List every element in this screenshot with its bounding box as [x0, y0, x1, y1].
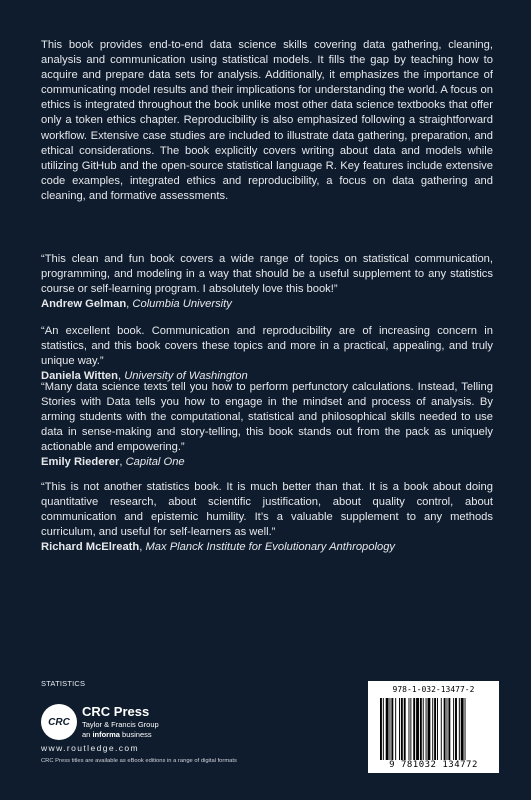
barcode-bar [448, 698, 450, 760]
subject-category: STATISTICS [41, 679, 86, 688]
barcode-bar [465, 698, 466, 760]
business-suffix: business [119, 730, 152, 739]
barcode-bar [426, 698, 427, 760]
reviewer-name: Emily Riederer [41, 456, 120, 469]
barcode-bar [416, 698, 419, 760]
barcode-bar [437, 698, 438, 760]
ebook-availability-note: CRC Press titles are available as eBook editions in a range of digital formats [41, 758, 237, 764]
publisher-website: www.routledge.com [41, 743, 139, 753]
review-mcelreath [41, 480, 493, 555]
barcode-bar [399, 698, 400, 760]
barcode-bar [383, 698, 384, 760]
barcode-bar [459, 698, 460, 760]
barcode-bar [441, 698, 442, 760]
reviewer-affiliation: Max Planck Institute for Evolutionary Anthropology [145, 541, 396, 554]
publisher-block [82, 705, 159, 740]
crc-press-logo [41, 704, 77, 740]
barcode-bar [395, 698, 396, 760]
barcode-bar [455, 698, 457, 760]
reviewer-name: Richard McElreath [41, 541, 140, 554]
review-gelman [41, 252, 493, 312]
reviewer-name: Andrew Gelman [41, 298, 127, 311]
reviewer-affiliation: Capital One [125, 456, 185, 469]
reviewer-affiliation: Columbia University [132, 298, 232, 311]
barcode-bar [444, 698, 446, 760]
business-prefix: an [82, 730, 93, 739]
crc-logo-text: CRC [48, 716, 70, 728]
review-attribution: Emily Riederer, Capital One [41, 456, 185, 469]
barcode-bar [380, 698, 382, 760]
barcode-bar [428, 698, 431, 760]
barcode-bar [386, 698, 389, 760]
barcode-bar [413, 698, 415, 760]
review-riederer [41, 380, 493, 471]
book-description: This book provides end-to-end data science skills covering data gathering, cleaning, analysis and communication using statistical models. It fills the gap by teaching how to acquire and prepare data sets for analysis. Additionally, it emphasizes the importance of communicating model results and their implications for understanding the world. A focus on ethics is integrated throughout the book unlike most other data science textbooks that offer only a token ethics chapter. Reproducibility is also emphasized following a straightforward workflow. Extensive case studies are included to illustrate data gathering, preparation, and ethical considerations. The book explicitly covers writing about data and models while utilizing GitHub and the open-source statistical language R. Key features include extensive code examples, integrated ethics and reproducibility, a focus on data gathering and cleaning, and formative assessments. [41, 39, 493, 202]
barcode-bar [404, 698, 406, 760]
isbn-number: 978-1-032-13477-2 [392, 685, 475, 694]
barcode-bar [391, 698, 393, 760]
review-quote: “This is not another statistics book. It is much better than that. It is a book about doing quantitative research, about scientific justification, about quality control, about communication and epistemic humility. It’s a valuable supplement to any methods curriculum, and useful for self-learners as well.” [41, 481, 493, 539]
publisher-name: CRC Press [82, 704, 150, 719]
publisher-business-line [82, 730, 159, 740]
review-attribution: Daniela Witten, University of Washington [41, 370, 248, 383]
review-attribution: Andrew Gelman, Columbia University [41, 298, 232, 311]
review-quote: “Many data science texts tell you how to perform perfunctory calculations. Instead, Telling Stories with Data tells you how to engage in the mindset and process of analysis. By arming students with the computational, statistical and philosophical skills needed to use data in sense-making and story-telling, this book stands out from the pack as uniquely actionable and empowering.” [41, 381, 493, 454]
barcode-bar [401, 698, 403, 760]
barcode-bar [410, 698, 411, 760]
barcode-bars [380, 698, 487, 760]
review-quote: “This clean and fun book covers a wide range of topics on statistical communication, programming, and modeling in a way that should be a useful supplement to any statistics course or self-learning program. I absolutely love this book!” [41, 253, 493, 296]
isbn-barcode [368, 681, 499, 773]
review-attribution: Richard McElreath, Max Planck Institute for Evolutionary Anthropology [41, 541, 396, 554]
barcode-bar [420, 698, 422, 760]
reviewer-affiliation: University of Washington [124, 370, 248, 383]
barcode-bar [453, 698, 454, 760]
review-witten [41, 324, 493, 384]
barcode-bar [432, 698, 433, 760]
business-brand: informa [92, 730, 120, 739]
barcode-bar [390, 698, 391, 760]
barcode-bar [447, 698, 448, 760]
barcode-bar [423, 698, 424, 760]
review-quote: “An excellent book. Communication and reproducibility are of increasing concern in statistics, and this book covers these topics and more in a practical, appealing, and truly unique way.” [41, 325, 493, 368]
reviewer-name: Daniela Witten [41, 370, 118, 383]
barcode-bar [434, 698, 436, 760]
barcode-digits: 9 781032 134772 [389, 760, 478, 770]
publisher-group: Taylor & Francis Group [82, 720, 159, 729]
barcode-bar [409, 698, 410, 760]
barcode-bar [461, 698, 464, 760]
